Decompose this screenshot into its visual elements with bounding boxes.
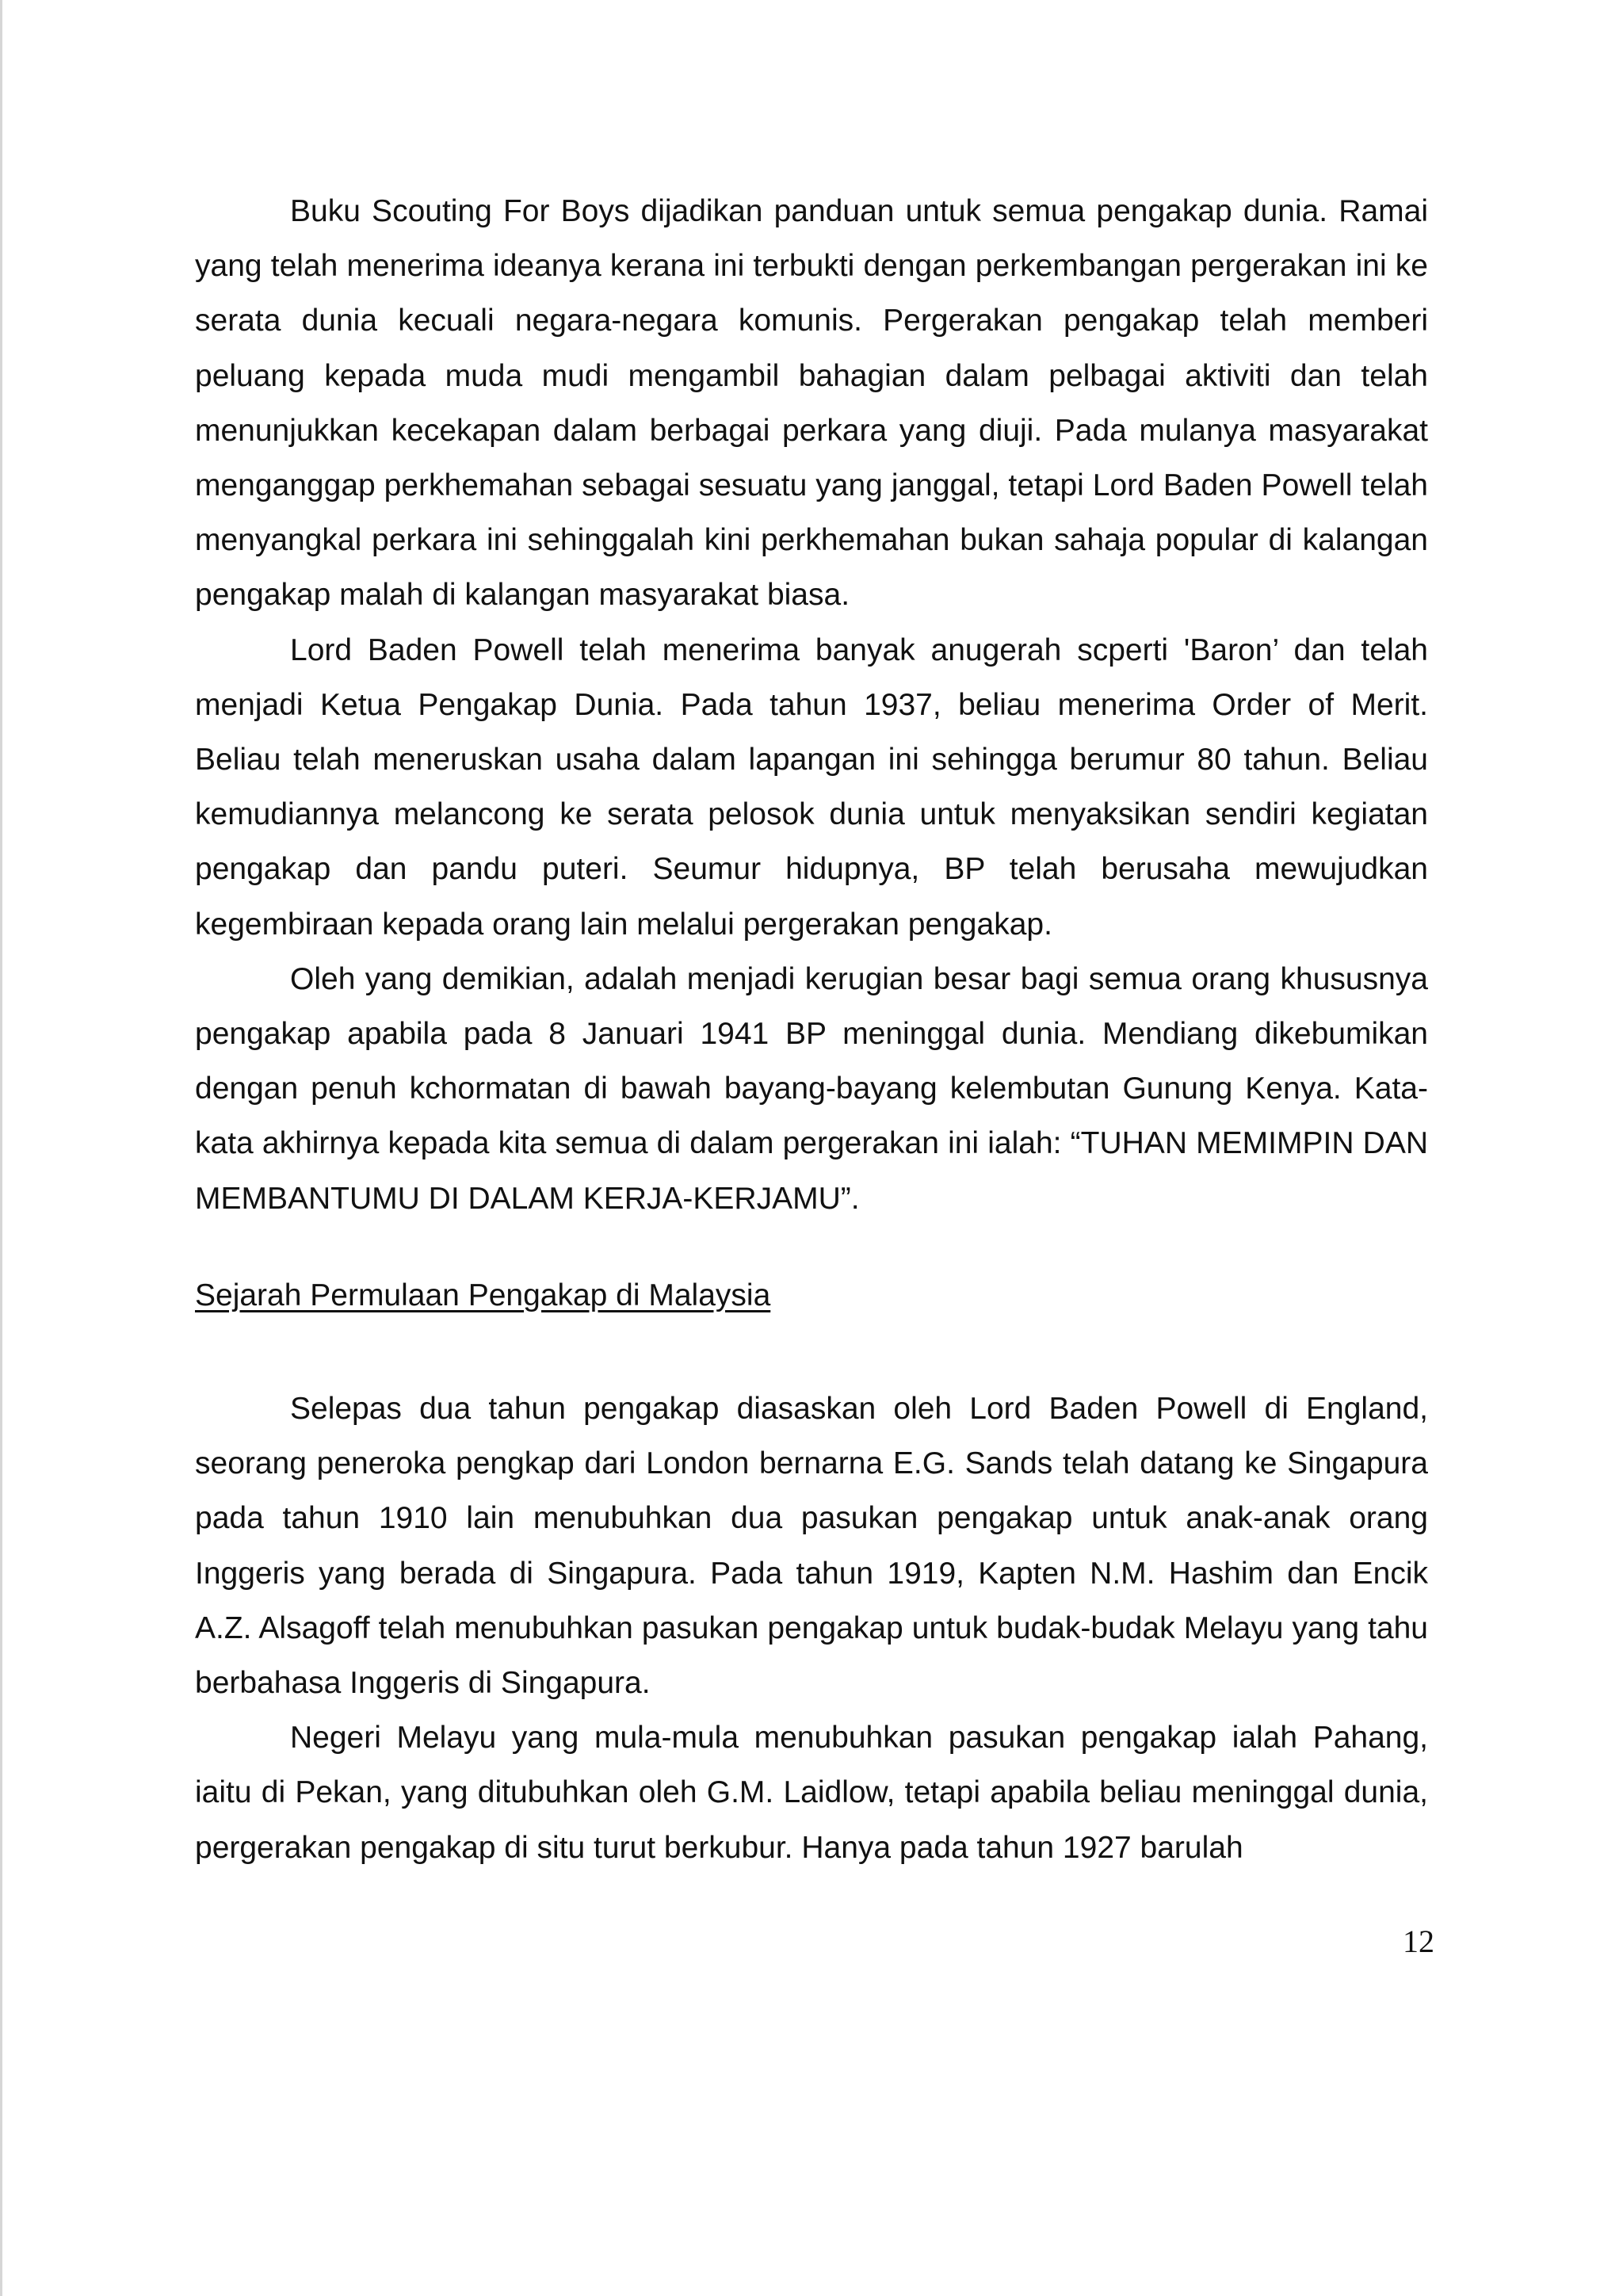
body-text-block — [195, 184, 1428, 1226]
paragraph-baden-powell-awards: Lord Baden Powell telah menerima banyak anugerah scperti 'Baron’ dan telah menjadi Ketua Pengakap Dunia. Pada tahun 1937, beliau menerima Order of Merit. Beliau telah meneruskan usaha dalam lapangan ini sehingga berumur 80 tahun. Beliau kemudiannya melancong ke serata pelosok dunia untuk menyaksikan sendiri kegiatan pengakap dan pandu puteri. Seumur hidupnya, BP telah berusaha mewujudkan kegembiraan kepada orang lain melalui pergerakan pengakap. — [195, 632, 1428, 942]
paragraph-scouting-pahang: Negeri Melayu yang mula-mula menubuhkan pasukan pengakap ialah Pahang, iaitu di Pekan, yang ditubuhkan oleh G.M. Laidlow, tetapi apabila beliau meninggal dunia, pergerakan pengakap di situ turut berkubur. Hanya pada tahun 1927 barulah — [195, 1721, 1428, 1865]
paragraph-scouting-for-boys: Buku Scouting For Boys dijadikan panduan untuk semua pengakap dunia. Ramai yang telah menerima ideanya kerana ini terbukti dengan perkembangan pergerakan ini ke serata dunia kecuali negara-negara komunis. Pergerakan pengakap telah memberi peluang kepada muda mudi mengambil bahagian dalam pelbagai aktiviti dan telah menunjukkan kecekapan dalam berbagai perkara yang diuji. Pada mulanya masyarakat menganggap perkhemahan sebagai sesuatu yang janggal, tetapi Lord Baden Powell telah menyangkal perkara ini sehinggalah kini perkhemahan bukan sahaja popular di kalangan pengakap malah di kalangan masyarakat biasa. — [195, 194, 1428, 613]
section-heading: Sejarah Permulaan Pengakap di Malaysia — [195, 1278, 771, 1312]
page-edge-shadow — [0, 0, 2, 2296]
section-text-block — [195, 1381, 1428, 1875]
paragraph-bp-death: Oleh yang demikian, adalah menjadi kerugian besar bagi semua orang khususnya pengakap apabila pada 8 Januari 1941 BP meninggal dunia. Mendiang dikebumikan dengan penuh kchormatan di bawah bayang-bayang kelembutan Gunung Kenya. Kata-kata akhirnya kepada kita semua di dalam pergerakan ini ialah: “TUHAN MEMIMPIN DAN MEMBANTUMU DI DALAM KERJA-KERJAMU”. — [195, 961, 1428, 1216]
paragraph-scouting-singapore: Selepas dua tahun pengakap diasaskan oleh Lord Baden Powell di England, seorang peneroka pengkap dari London bernarna E.G. Sands telah datang ke Singapura pada tahun 1910 lain menubuhkan dua pasukan pengakap untuk anak-anak orang Inggeris yang berada di Singapura. Pada tahun 1919, Kapten N.M. Hashim dan Encik A.Z. Alsagoff telah menubuhkan pasukan pengakap untuk budak-budak Melayu yang tahu berbahasa Inggeris di Singapura. — [195, 1392, 1428, 1701]
page-number: 12 — [1403, 1924, 1434, 1959]
